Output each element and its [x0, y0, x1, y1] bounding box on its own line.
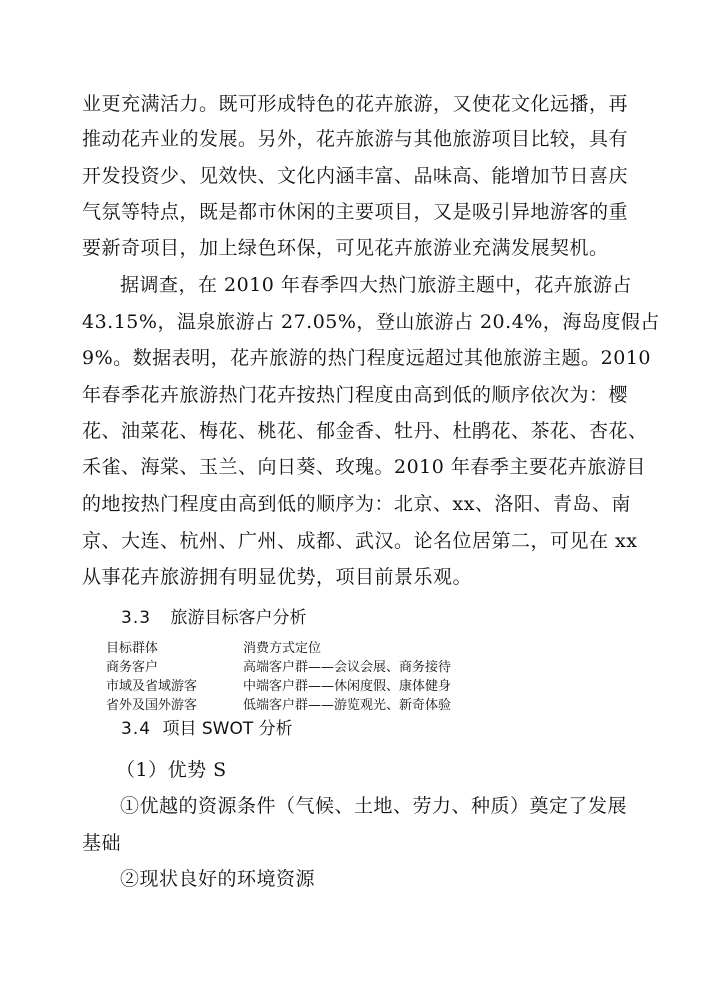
- advantage-item-1: ①优越的资源条件（气候、土地、劳力、种质）奠定了发展: [120, 795, 628, 817]
- section-title: 项目 SWOT 分析: [162, 719, 293, 739]
- paragraph-line: 要新奇项目，加上绿色环保，可见花卉旅游业充满发展契机。: [82, 237, 609, 259]
- paragraph-line: 据调查，在 2010 年春季四大热门旅游主题中，花卉旅游占: [120, 274, 632, 296]
- paragraph-line: 推动花卉业的发展。另外，花卉旅游与其他旅游项目比较，具有: [82, 128, 629, 150]
- section-heading-3-3: [121, 607, 306, 629]
- table-cell: 中端客户群——休闲度假、康体健身: [243, 679, 452, 694]
- section-number: 3.4: [121, 719, 152, 739]
- paragraph-line: 花、油菜花、梅花、桃花、郁金香、牡丹、杜鹃花、茶花、杏花、: [82, 420, 648, 442]
- section-heading-3-4: [121, 718, 293, 740]
- section-title: 旅游目标客户分析: [170, 608, 307, 628]
- table-cell: 省外及国外游客: [106, 698, 198, 713]
- paragraph-line: 开发投资少、见效快、文化内涵丰富、品味高、能增加节日喜庆: [82, 165, 629, 187]
- paragraph-line: 气氛等特点，既是都市休闲的主要项目，又是吸引异地游客的重: [82, 201, 629, 223]
- table-cell: 高端客户群——会议会展、商务接待: [243, 660, 452, 675]
- paragraph-line: 9%。数据表明，花卉旅游的热门程度远超过其他旅游主题。2010: [82, 347, 651, 369]
- paragraph-line: 的地按热门程度由高到低的顺序为：北京、xx、洛阳、青岛、南: [82, 493, 631, 515]
- paragraph-line: 从事花卉旅游拥有明显优势，项目前景乐观。: [82, 566, 473, 588]
- paragraph-line: 年春季花卉旅游热门花卉按热门程度由高到低的顺序依次为：樱: [82, 384, 629, 406]
- paragraph-line: 43.15%，温泉旅游占 27.05%，登山旅游占 20.4%，海岛度假占: [82, 311, 660, 333]
- paragraph-line: 业更充满活力。既可形成特色的花卉旅游，又使花文化远播，再: [82, 93, 629, 115]
- section-number: 3.3: [121, 608, 152, 628]
- advantage-heading: （1）优势 S: [116, 759, 227, 781]
- table-header-cell: 消费方式定位: [243, 641, 322, 656]
- advantage-item-2: ②现状良好的环境资源: [120, 868, 316, 890]
- table-cell: 市域及省域游客: [106, 679, 198, 694]
- table-cell: 低端客户群——游览观光、新奇体验: [243, 698, 452, 713]
- paragraph-line: 禾雀、海棠、玉兰、向日葵、玫瑰。2010 年春季主要花卉旅游目: [82, 456, 646, 478]
- table-cell: 商务客户: [106, 660, 159, 675]
- advantage-item-1-cont: 基础: [82, 832, 122, 854]
- table-header-cell: 目标群体: [106, 641, 159, 656]
- paragraph-line: 京、大连、杭州、广州、成都、武汉。论名位居第二，可见在 xx: [82, 530, 638, 552]
